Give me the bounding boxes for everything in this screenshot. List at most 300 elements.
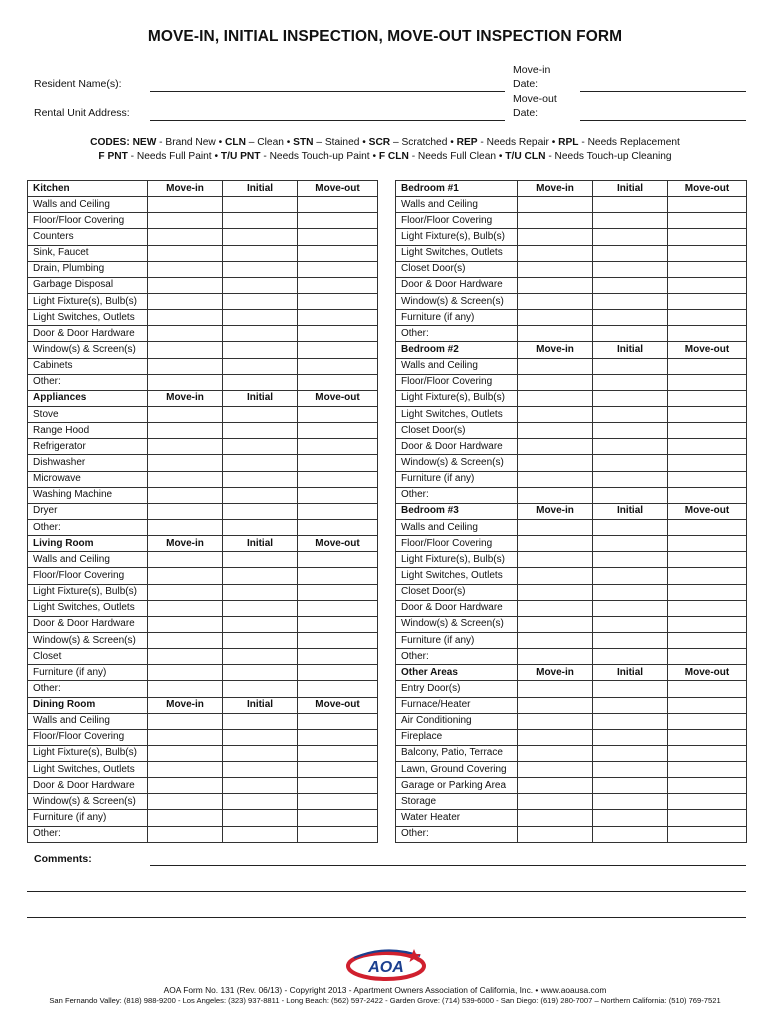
initial-cell[interactable] [223, 277, 298, 293]
movein-cell[interactable] [518, 778, 593, 794]
comments-line-1[interactable] [150, 865, 746, 866]
moveout-cell[interactable] [298, 374, 378, 390]
item-label: Light Switches, Outlets [396, 568, 518, 584]
movein-cell[interactable] [518, 487, 593, 503]
moveout-cell[interactable] [668, 826, 747, 842]
table-row [28, 406, 378, 422]
item-label: Window(s) & Screen(s) [28, 632, 148, 648]
moveout-cell[interactable] [298, 487, 378, 503]
moveout-cell[interactable] [668, 293, 747, 309]
moveout-cell[interactable] [668, 197, 747, 213]
moveout-cell[interactable] [668, 261, 747, 277]
movein-cell[interactable] [518, 826, 593, 842]
initial-cell[interactable] [593, 471, 668, 487]
code-description: – Scratched [390, 137, 448, 148]
moveout-cell[interactable] [298, 423, 378, 439]
movein-cell[interactable] [518, 406, 593, 422]
movein-cell[interactable] [148, 665, 223, 681]
moveout-cell[interactable] [668, 568, 747, 584]
codes-line-2: F PNT - Needs Full Paint • T/U PNT - Needs Touch-up Paint • F CLN - Needs Full Clean • T/U CLN - Needs Touch-up Cleaning [98, 151, 672, 162]
movein-cell[interactable] [148, 503, 223, 519]
moveout-cell[interactable] [298, 261, 378, 277]
movein-cell[interactable] [518, 423, 593, 439]
moveout-cell[interactable] [298, 713, 378, 729]
initial-cell[interactable] [593, 326, 668, 342]
initial-cell[interactable] [593, 632, 668, 648]
movein-cell[interactable] [518, 762, 593, 778]
moveout-column-header: Move-out [298, 181, 378, 197]
initial-cell[interactable] [593, 745, 668, 761]
movein-cell[interactable] [518, 261, 593, 277]
moveout-cell[interactable] [298, 471, 378, 487]
initial-cell[interactable] [223, 423, 298, 439]
movein-cell[interactable] [518, 197, 593, 213]
initial-cell[interactable] [223, 778, 298, 794]
table-row [28, 213, 378, 229]
moveout-cell[interactable] [298, 293, 378, 309]
movein-cell[interactable] [518, 326, 593, 342]
moveout-cell[interactable] [668, 778, 747, 794]
initial-cell[interactable] [593, 277, 668, 293]
initial-cell[interactable] [593, 826, 668, 842]
code-description: - Needs Full Paint [127, 151, 212, 162]
table-row [396, 423, 747, 439]
moveout-cell[interactable] [298, 600, 378, 616]
table-row [28, 471, 378, 487]
initial-cell[interactable] [593, 810, 668, 826]
initial-cell[interactable] [223, 229, 298, 245]
movein-cell[interactable] [148, 584, 223, 600]
item-label: Light Fixture(s), Bulb(s) [396, 552, 518, 568]
code-abbr: REP [456, 137, 478, 148]
movein-date-field[interactable] [580, 91, 746, 92]
moveout-cell[interactable] [298, 552, 378, 568]
initial-cell[interactable] [223, 310, 298, 326]
initial-cell[interactable] [593, 197, 668, 213]
movein-cell[interactable] [518, 649, 593, 665]
moveout-cell[interactable] [668, 697, 747, 713]
moveout-cell[interactable] [668, 729, 747, 745]
movein-cell[interactable] [518, 536, 593, 552]
movein-cell[interactable] [518, 519, 593, 535]
initial-cell[interactable] [223, 455, 298, 471]
left-inspection-table [27, 180, 378, 843]
moveout-cell[interactable] [298, 649, 378, 665]
initial-cell[interactable] [223, 665, 298, 681]
initial-cell[interactable] [593, 697, 668, 713]
moveout-cell[interactable] [668, 649, 747, 665]
initial-cell[interactable] [223, 213, 298, 229]
item-label: Furniture (if any) [28, 810, 148, 826]
table-row [396, 374, 747, 390]
movein-cell[interactable] [518, 616, 593, 632]
moveout-cell[interactable] [298, 632, 378, 648]
moveout-cell[interactable] [668, 794, 747, 810]
movein-cell[interactable] [148, 794, 223, 810]
item-label: Refrigerator [28, 439, 148, 455]
moveout-cell[interactable] [298, 245, 378, 261]
movein-cell[interactable] [148, 616, 223, 632]
table-row [28, 358, 378, 374]
rental-address-label: Rental Unit Address: [34, 107, 130, 119]
initial-cell[interactable] [223, 745, 298, 761]
moveout-cell[interactable] [298, 826, 378, 842]
moveout-cell[interactable] [298, 584, 378, 600]
moveout-cell[interactable] [668, 245, 747, 261]
code-abbr: NEW [132, 137, 157, 148]
movein-cell[interactable] [148, 632, 223, 648]
initial-cell[interactable] [223, 261, 298, 277]
moveout-cell[interactable] [668, 519, 747, 535]
initial-cell[interactable] [593, 552, 668, 568]
resident-name-field[interactable] [150, 91, 505, 92]
initial-cell[interactable] [223, 293, 298, 309]
moveout-cell[interactable] [668, 277, 747, 293]
moveout-cell[interactable] [668, 390, 747, 406]
movein-cell[interactable] [518, 729, 593, 745]
initial-cell[interactable] [593, 778, 668, 794]
initial-cell[interactable] [223, 762, 298, 778]
item-label: Other: [396, 826, 518, 842]
moveout-cell[interactable] [668, 455, 747, 471]
moveout-cell[interactable] [668, 374, 747, 390]
initial-cell[interactable] [593, 406, 668, 422]
initial-cell[interactable] [593, 600, 668, 616]
initial-cell[interactable] [593, 455, 668, 471]
initial-cell[interactable] [593, 213, 668, 229]
movein-cell[interactable] [518, 471, 593, 487]
moveout-cell[interactable] [668, 810, 747, 826]
initial-cell[interactable] [223, 552, 298, 568]
table-row [28, 455, 378, 471]
table-row [28, 519, 378, 535]
moveout-cell[interactable] [298, 342, 378, 358]
moveout-cell[interactable] [668, 310, 747, 326]
moveout-cell[interactable] [668, 681, 747, 697]
section-title: Bedroom #1 [396, 181, 518, 197]
moveout-cell[interactable] [668, 584, 747, 600]
initial-cell[interactable] [593, 245, 668, 261]
section-title: Living Room [28, 536, 148, 552]
initial-cell[interactable] [223, 503, 298, 519]
codes-prefix: CODES: [90, 137, 133, 148]
movein-cell[interactable] [518, 568, 593, 584]
moveout-cell[interactable] [668, 487, 747, 503]
section-title: Kitchen [28, 181, 148, 197]
moveout-cell[interactable] [298, 406, 378, 422]
movein-cell[interactable] [148, 261, 223, 277]
initial-cell[interactable] [593, 616, 668, 632]
movein-cell[interactable] [148, 600, 223, 616]
initial-cell[interactable] [593, 390, 668, 406]
item-label: Balcony, Patio, Terrace [396, 745, 518, 761]
movein-cell[interactable] [518, 310, 593, 326]
moveout-cell[interactable] [298, 229, 378, 245]
movein-cell[interactable] [518, 584, 593, 600]
table-row [28, 568, 378, 584]
initial-cell[interactable] [223, 729, 298, 745]
initial-cell[interactable] [223, 681, 298, 697]
movein-cell[interactable] [148, 713, 223, 729]
initial-cell[interactable] [593, 261, 668, 277]
movein-cell[interactable] [148, 245, 223, 261]
initial-cell[interactable] [593, 423, 668, 439]
movein-cell[interactable] [518, 455, 593, 471]
moveout-cell[interactable] [298, 277, 378, 293]
moveout-cell[interactable] [298, 358, 378, 374]
item-label: Garage or Parking Area [396, 778, 518, 794]
moveout-cell[interactable] [668, 423, 747, 439]
initial-cell[interactable] [593, 519, 668, 535]
moveout-date-field[interactable] [580, 120, 746, 121]
moveout-cell[interactable] [668, 326, 747, 342]
moveout-cell[interactable] [668, 358, 747, 374]
movein-cell[interactable] [148, 810, 223, 826]
movein-cell[interactable] [518, 810, 593, 826]
table-row [396, 778, 747, 794]
table-row [396, 245, 747, 261]
table-row [396, 519, 747, 535]
initial-cell[interactable] [223, 649, 298, 665]
moveout-cell[interactable] [298, 681, 378, 697]
item-label: Floor/Floor Covering [396, 213, 518, 229]
moveout-cell[interactable] [668, 600, 747, 616]
movein-cell[interactable] [148, 826, 223, 842]
movein-cell[interactable] [518, 439, 593, 455]
item-label: Walls and Ceiling [28, 552, 148, 568]
initial-cell[interactable] [593, 293, 668, 309]
table-row [396, 293, 747, 309]
moveout-cell[interactable] [298, 455, 378, 471]
table-row [28, 616, 378, 632]
item-label: Light Fixture(s), Bulb(s) [28, 745, 148, 761]
comments-line-2[interactable] [27, 891, 746, 892]
table-row [396, 487, 747, 503]
movein-cell[interactable] [148, 778, 223, 794]
initial-cell[interactable] [223, 810, 298, 826]
moveout-cell[interactable] [298, 616, 378, 632]
initial-cell[interactable] [223, 245, 298, 261]
moveout-cell[interactable] [668, 471, 747, 487]
item-label: Furniture (if any) [396, 310, 518, 326]
table-row [28, 197, 378, 213]
initial-cell[interactable] [223, 794, 298, 810]
movein-cell[interactable] [148, 358, 223, 374]
initial-cell[interactable] [593, 584, 668, 600]
movein-cell[interactable] [148, 374, 223, 390]
movein-cell[interactable] [148, 277, 223, 293]
rental-address-field[interactable] [150, 120, 505, 121]
initial-cell[interactable] [593, 358, 668, 374]
item-label: Light Switches, Outlets [396, 406, 518, 422]
item-label: Closet Door(s) [396, 423, 518, 439]
moveout-cell[interactable] [668, 762, 747, 778]
movein-cell[interactable] [518, 697, 593, 713]
movein-cell[interactable] [518, 552, 593, 568]
moveout-cell[interactable] [668, 745, 747, 761]
moveout-cell[interactable] [298, 665, 378, 681]
logo-text: AOA [368, 959, 404, 976]
moveout-cell[interactable] [298, 213, 378, 229]
table-row [396, 713, 747, 729]
movein-cell[interactable] [518, 632, 593, 648]
initial-cell[interactable] [223, 487, 298, 503]
movein-cell[interactable] [518, 374, 593, 390]
movein-cell[interactable] [148, 568, 223, 584]
movein-cell[interactable] [148, 293, 223, 309]
movein-cell[interactable] [518, 600, 593, 616]
item-label: Light Fixture(s), Bulb(s) [28, 293, 148, 309]
movein-cell[interactable] [518, 245, 593, 261]
movein-cell[interactable] [518, 213, 593, 229]
initial-cell[interactable] [223, 358, 298, 374]
movein-cell[interactable] [518, 745, 593, 761]
initial-column-header: Initial [223, 181, 298, 197]
table-row [396, 213, 747, 229]
moveout-cell[interactable] [298, 310, 378, 326]
initial-cell[interactable] [223, 713, 298, 729]
movein-cell[interactable] [148, 455, 223, 471]
code-abbr: SCR [368, 137, 391, 148]
movein-cell[interactable] [518, 390, 593, 406]
movein-cell[interactable] [148, 745, 223, 761]
movein-cell[interactable] [518, 277, 593, 293]
movein-cell[interactable] [148, 342, 223, 358]
moveout-cell[interactable] [668, 406, 747, 422]
code-description: - Brand New [156, 137, 216, 148]
moveout-cell[interactable] [668, 552, 747, 568]
initial-cell[interactable] [593, 568, 668, 584]
table-row [28, 310, 378, 326]
initial-cell[interactable] [593, 310, 668, 326]
movein-cell[interactable] [518, 293, 593, 309]
movein-cell[interactable] [518, 713, 593, 729]
movein-cell[interactable] [148, 213, 223, 229]
initial-cell[interactable] [593, 681, 668, 697]
initial-cell[interactable] [223, 471, 298, 487]
movein-cell[interactable] [518, 229, 593, 245]
initial-cell[interactable] [593, 439, 668, 455]
table-row [28, 600, 378, 616]
moveout-cell[interactable] [668, 536, 747, 552]
movein-cell[interactable] [148, 406, 223, 422]
moveout-cell[interactable] [298, 729, 378, 745]
initial-cell[interactable] [223, 632, 298, 648]
initial-cell[interactable] [593, 374, 668, 390]
section-header-row [28, 390, 378, 406]
moveout-cell[interactable] [298, 197, 378, 213]
movein-cell[interactable] [148, 519, 223, 535]
moveout-cell[interactable] [668, 632, 747, 648]
initial-cell[interactable] [223, 342, 298, 358]
movein-cell[interactable] [148, 439, 223, 455]
initial-cell[interactable] [223, 197, 298, 213]
moveout-cell[interactable] [298, 439, 378, 455]
item-label: Air Conditioning [396, 713, 518, 729]
movein-cell[interactable] [148, 649, 223, 665]
initial-cell[interactable] [223, 406, 298, 422]
movein-cell[interactable] [148, 229, 223, 245]
initial-cell[interactable] [223, 568, 298, 584]
initial-cell[interactable] [593, 713, 668, 729]
moveout-cell[interactable] [298, 568, 378, 584]
moveout-cell[interactable] [298, 503, 378, 519]
item-label: Light Fixture(s), Bulb(s) [396, 229, 518, 245]
table-row [396, 326, 747, 342]
moveout-cell[interactable] [668, 713, 747, 729]
moveout-cell[interactable] [298, 778, 378, 794]
initial-cell[interactable] [223, 600, 298, 616]
initial-cell[interactable] [593, 229, 668, 245]
table-row [28, 326, 378, 342]
initial-cell[interactable] [593, 762, 668, 778]
initial-cell[interactable] [593, 487, 668, 503]
moveout-cell[interactable] [668, 616, 747, 632]
initial-cell[interactable] [223, 439, 298, 455]
initial-cell[interactable] [593, 794, 668, 810]
initial-cell[interactable] [223, 326, 298, 342]
moveout-cell[interactable] [298, 794, 378, 810]
initial-cell[interactable] [223, 519, 298, 535]
movein-cell[interactable] [148, 197, 223, 213]
item-label: Window(s) & Screen(s) [28, 342, 148, 358]
table-row [396, 632, 747, 648]
moveout-cell[interactable] [298, 519, 378, 535]
moveout-label: Move-out [513, 93, 557, 105]
initial-cell[interactable] [223, 584, 298, 600]
movein-cell[interactable] [148, 326, 223, 342]
movein-cell[interactable] [518, 358, 593, 374]
movein-cell[interactable] [148, 487, 223, 503]
item-label: Cabinets [28, 358, 148, 374]
movein-cell[interactable] [148, 552, 223, 568]
movein-cell[interactable] [148, 681, 223, 697]
code-description: - Needs Touch-up Cleaning [545, 151, 672, 162]
initial-cell[interactable] [223, 826, 298, 842]
moveout-cell[interactable] [668, 439, 747, 455]
moveout-cell[interactable] [668, 229, 747, 245]
moveout-cell[interactable] [298, 810, 378, 826]
initial-cell[interactable] [593, 729, 668, 745]
item-label: Other: [396, 649, 518, 665]
section-title: Appliances [28, 390, 148, 406]
initial-cell[interactable] [593, 649, 668, 665]
table-row [28, 277, 378, 293]
initial-cell[interactable] [223, 616, 298, 632]
item-label: Light Switches, Outlets [28, 600, 148, 616]
initial-column-header: Initial [223, 697, 298, 713]
moveout-cell[interactable] [298, 762, 378, 778]
movein-cell[interactable] [148, 762, 223, 778]
moveout-cell[interactable] [298, 745, 378, 761]
movein-cell[interactable] [518, 681, 593, 697]
initial-cell[interactable] [223, 374, 298, 390]
moveout-cell[interactable] [668, 213, 747, 229]
movein-cell[interactable] [518, 794, 593, 810]
initial-cell[interactable] [593, 536, 668, 552]
initial-column-header: Initial [593, 342, 668, 358]
movein-cell[interactable] [148, 471, 223, 487]
moveout-cell[interactable] [298, 326, 378, 342]
movein-cell[interactable] [148, 729, 223, 745]
item-label: Light Fixture(s), Bulb(s) [28, 584, 148, 600]
initial-column-header: Initial [593, 181, 668, 197]
movein-cell[interactable] [148, 310, 223, 326]
item-label: Lawn, Ground Covering [396, 762, 518, 778]
comments-line-3[interactable] [27, 917, 746, 918]
table-row [28, 245, 378, 261]
movein-cell[interactable] [148, 423, 223, 439]
